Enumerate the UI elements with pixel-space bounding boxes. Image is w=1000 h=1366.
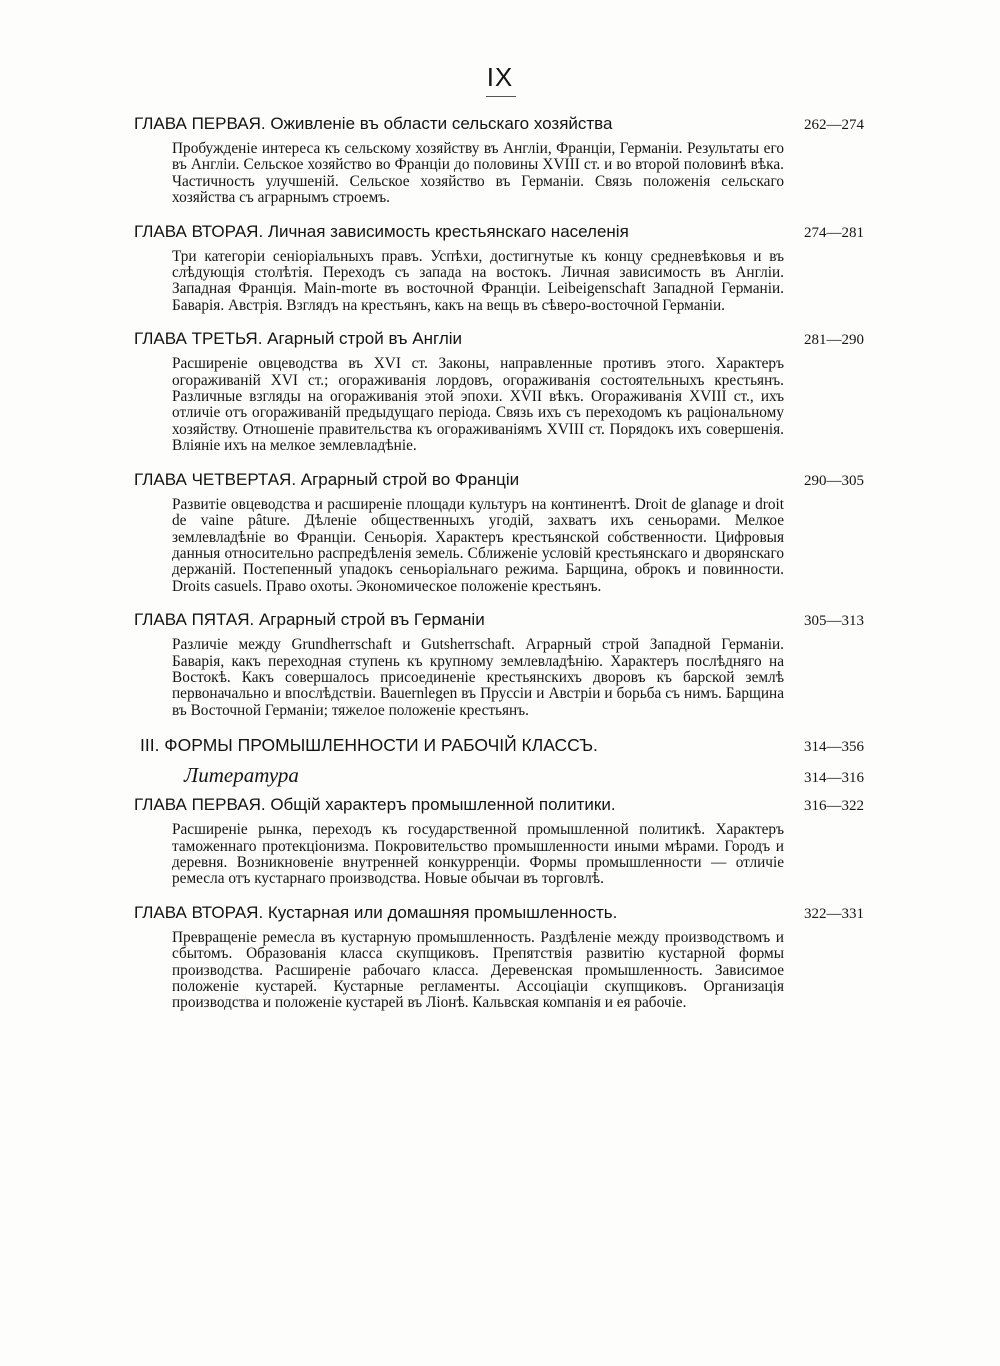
chapter-pages: 322—331 bbox=[804, 905, 864, 922]
chapter-title: ГЛАВА ПЕРВАЯ. Оживленіе въ области сельскаго хозяйства bbox=[134, 114, 613, 133]
chapter-entry bbox=[134, 902, 864, 1012]
chapter-title: ГЛАВА ПЯТАЯ. Аграрный строй въ Германіи bbox=[134, 610, 485, 630]
literature-title: Литература bbox=[184, 763, 299, 788]
page-number: IX bbox=[486, 62, 514, 92]
section-title: III. ФОРМЫ ПРОМЫШЛЕННОСТИ И РАБОЧІЙ КЛАССЪ. bbox=[140, 735, 598, 756]
chapter-title: ГЛАВА ТРЕТЬЯ. Агарный строй въ Англіи bbox=[134, 329, 463, 349]
table-of-contents bbox=[134, 113, 864, 1026]
chapter-title: ГЛАВА ЧЕТВЕРТАЯ. Аграрный строй во Франціи bbox=[134, 469, 520, 489]
chapter-summary: Три категоріи сеніоріальныхъ правъ. Успѣхи, достигнутые къ концу средневѣковья и въ слѣдующія столѣтія. Переходъ съ запада на востокъ. Личная зависимость въ Англіи. Западная Франція. Main-morte въ восточной Франціи. Leibeigenschaft Западной Германіи. Баварія. Австрія. Взглядъ на крестьянъ, какъ на вещь въ сѣверо-восточной Германіи. bbox=[172, 247, 784, 314]
chapter-summary: Различіе между Grundherrschaft и Gutsherrschaft. Аграрный строй Западной Германіи. Баварія, какъ переходная ступень къ крупному землевладѣнію. Характеръ послѣдняго на Востокѣ. Какъ совершалось присоединеніе крестьянскихъ дворовъ къ барской землѣ первоначально и впослѣдствіи. Bauernlegen въ Пруссіи и Австріи и борьба съ нимъ. Барщина въ Восточной Германіи; тяжелое положеніе крестьянъ. bbox=[172, 636, 784, 719]
literature-pages: 314—316 bbox=[804, 770, 864, 787]
chapter-pages: 274—281 bbox=[804, 224, 864, 241]
chapter-pages: 316—322 bbox=[804, 798, 864, 815]
chapter-summary: Пробужденіе интереса къ сельскому хозяйству въ Англіи, Франціи, Германіи. Результаты его въ Англіи. Сельское хозяйство во Франціи до половины XVIII ст. и во второй половинѣ вѣка. Частичность улучшеній. Сельское хозяйство въ Германіи. Связь положенія сельскаго хозяйства съ аграрнымъ строемъ. bbox=[172, 140, 784, 207]
chapter-summary: Превращеніе ремесла въ кустарную промышленность. Раздѣленіе между производствомъ и сбытомъ. Образованія класса скупщиковъ. Препятствія развитію кустарной формы производства. Расширеніе рабочаго класса. Деревенская промышленность. Зависимое положеніе кустарей. Кустарные регламенты. Ассоціаціи скупщиковъ. Организація производства и положеніе кустарей въ Ліонѣ. Кальвская компанія и ея рабочіе. bbox=[172, 928, 784, 1012]
chapter-pages: 262—274 bbox=[804, 117, 864, 133]
chapter-title: ГЛАВА ПЕРВАЯ. Общій характеръ промышленной политики. bbox=[134, 795, 616, 815]
literature-entry bbox=[184, 763, 864, 788]
chapter-entry bbox=[134, 469, 864, 595]
chapter-pages: 281—290 bbox=[804, 332, 864, 349]
chapter-pages: 290—305 bbox=[804, 472, 864, 489]
chapter-entry bbox=[134, 221, 864, 315]
chapter-summary: Расширеніе рынка, переходъ къ государственной промышленной политикѣ. Характеръ таможеннаго протекціонизма. Покровительство промышленности иными мѣрами. Городъ и деревня. Возникновеніе внутренней конкурренціи. Формы промышленности — отличіе ремесла отъ кустарнаго производства. Новые обычаи въ торговлѣ. bbox=[172, 821, 784, 888]
chapter-summary: Расширеніе овцеводства въ XVI ст. Законы, направленные противъ этого. Характеръ огораживаній XVI ст.; огораживанія лордовъ, огораживанія состоятельныхъ крестьянъ. Различные взгляды на огораживанія этой эпохи. XVII вѣкъ. Огораживанія XVIII ст., ихъ отличіе отъ огораживаній предыдущаго періода. Связь ихъ съ переходомъ къ раціональному хозяйству. Отношеніе правительства къ огораживаніямъ XVIII ст. Порядокъ ихъ совершенія. Вліяніе ихъ на мелкое землевладѣніе. bbox=[172, 355, 784, 455]
chapter-entry bbox=[134, 609, 864, 719]
chapter-entry bbox=[134, 113, 864, 207]
chapter-title: ГЛАВА ВТОРАЯ. Личная зависимость крестьянскаго населенія bbox=[134, 221, 629, 241]
chapter-summary: Развитіе овцеводства и расширеніе площади культуръ на континентѣ. Droit de glanage и droit de vaine pâture. Дѣленіе общественныхъ угодій, захватъ ихъ сеньорами. Мелкое землевладѣніе во Франціи. Сеньорія. Характеръ крестьянской собственности. Цифровыя данныя относительно распредѣленія земель. Сближеніе условій крестьянскаго и дворянскаго держаній. Постепенный упадокъ сеньоріальнаго режима. Барщина, оброкъ и повинности. Droits casuels. Право охоты. Экономическое положеніе крестьянъ. bbox=[172, 495, 784, 595]
chapter-pages: 305—313 bbox=[804, 613, 864, 630]
chapter-entry bbox=[134, 328, 864, 454]
chapter-title: ГЛАВА ВТОРАЯ. Кустарная или домашняя промышленность. bbox=[134, 902, 618, 922]
chapter-entry bbox=[134, 794, 864, 888]
page-number-rule bbox=[486, 96, 516, 97]
section-pages: 314—356 bbox=[804, 739, 864, 756]
section-heading bbox=[140, 733, 864, 759]
